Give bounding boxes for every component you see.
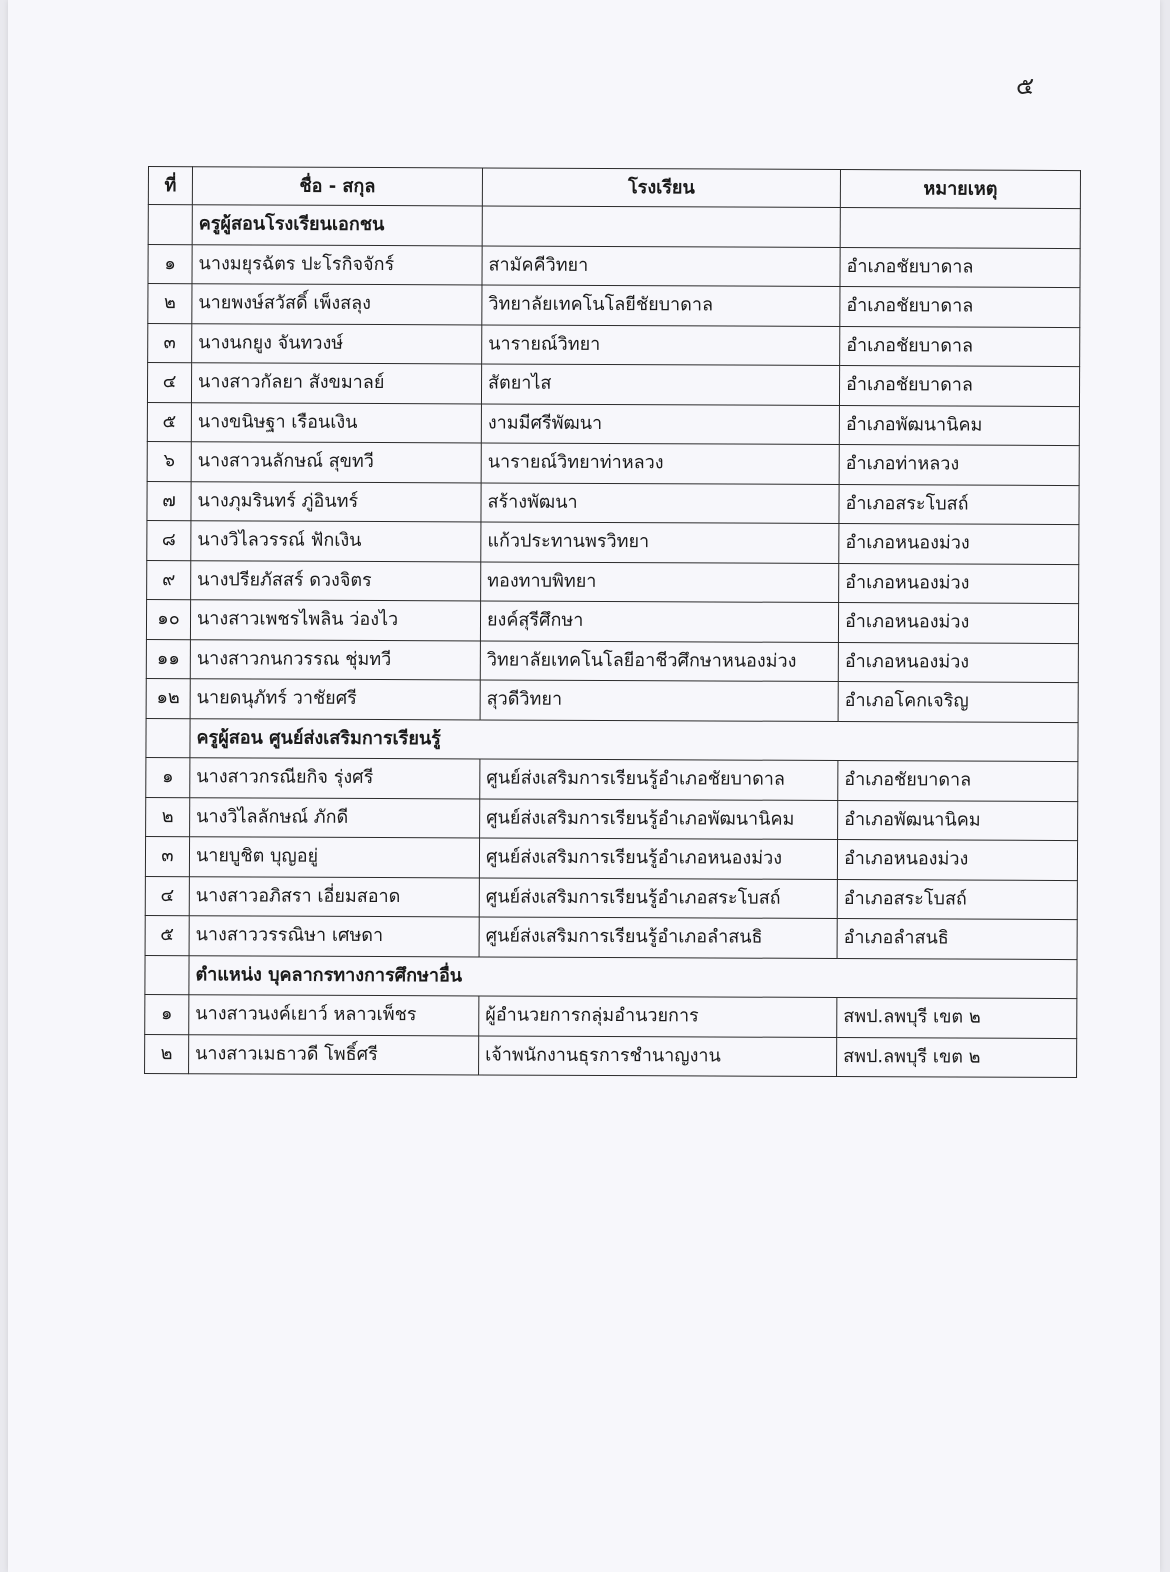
personnel-table [144,166,1081,1078]
remark: อำเภอหนองม่วง [838,642,1078,683]
table-row [147,520,1079,564]
school-name: สร้างพัฒนา [481,482,839,523]
section-title: ตำแหน่ง บุคลากรทางการศึกษาอื่น [189,955,1077,998]
remark: อำเภอโคกเจริญ [838,682,1078,723]
table-row [148,284,1080,328]
table-row [146,639,1078,683]
table-row [147,441,1079,485]
section-empty-cell [840,208,1080,249]
person-name: นางวิไลวรรณ์ ฟักเงิน [191,521,481,562]
remark: อำเภอลำสนธิ [837,919,1077,960]
person-name: นางสาวกัลยา สังขมาลย์ [191,363,481,404]
table-row [146,599,1078,643]
row-number: ๕ [145,915,189,955]
table-row [148,323,1080,367]
remark: อำเภอพัฒนานิคม [838,800,1078,841]
school-name: สุวดีวิทยา [480,680,838,721]
row-number: ๑ [145,994,189,1034]
school-name: แก้วประทานพรวิทยา [481,522,839,563]
school-name: วิทยาลัยเทคโนโลยีอาชีวศึกษาหนองม่วง [480,640,838,681]
remark: อำเภอชัยบาดาล [838,761,1078,802]
person-name: นางนกยูง จันทวงษ์ [192,323,482,364]
row-number: ๕ [147,402,191,442]
header-no: ที่ [148,167,192,205]
person-name: นางปรียภัสสร์ ดวงจิตร [191,560,481,601]
page-number: ๕ [1016,72,1035,100]
remark: อำเภอชัยบาดาล [839,366,1079,407]
table-row [147,402,1079,446]
section-header-row [146,718,1078,762]
person-name: นางสาวกรณียกิจ รุ่งศรี [190,758,480,799]
remark: อำเภอหนองม่วง [838,603,1078,644]
person-name: นางสาวเมธาวดี โพธิ์ศรี [189,1034,479,1075]
remark: อำเภอชัยบาดาล [840,247,1080,288]
row-number: ๑ [148,244,192,284]
person-name: นางขนิษฐา เรือนเงิน [191,402,481,443]
table-row [145,876,1077,920]
row-number: ๑๑ [146,639,190,679]
row-number: ๘ [147,520,191,560]
school-name: งามมีศรีพัฒนา [481,403,839,444]
school-name: ผู้อำนวยการกลุ่มอำนวยการ [479,996,837,1037]
section-empty-cell [482,206,840,247]
person-name: นายบูชิต บุญอยู่ [189,837,479,878]
row-number: ๑ [146,757,190,797]
table-header-row [148,167,1080,209]
section-no-cell [145,955,189,995]
row-number: ๙ [147,560,191,600]
row-number: ๒ [148,284,192,324]
section-header-row [145,955,1077,999]
table-row [145,1034,1077,1078]
remark: อำเภอชัยบาดาล [840,326,1080,367]
table-row [145,994,1077,1038]
row-number: ๔ [147,363,191,403]
row-number: ๒ [145,1034,189,1074]
person-name: นางวิไลลักษณ์ ภักดี [190,797,480,838]
remark: อำเภอสระโบสถ์ [839,484,1079,525]
table-row [147,363,1079,407]
section-no-cell [146,718,190,758]
remark: อำเภอท่าหลวง [839,445,1079,486]
table-row [146,678,1078,722]
document-page [8,0,1160,1572]
person-name: นายพงษ์สวัสดิ์ เพ็งสลุง [192,284,482,325]
remark: สพป.ลพบุรี เขต ๒ [837,998,1077,1039]
person-name: นางสาววรรณิษา เศษดา [189,916,479,957]
school-name: นารายณ์วิทยา [482,324,840,365]
person-name: นางสาวนงค์เยาว์ หลาวเพ็ชร [189,995,479,1036]
section-title: ครูผู้สอนโรงเรียนเอกชน [192,205,482,246]
table-row [146,757,1078,801]
row-number: ๑๐ [146,599,190,639]
row-number: ๓ [145,836,189,876]
person-name: นางสาวเพชรไพลิน ว่องไว [190,600,480,641]
person-name: นางสาวนลักษณ์ สุขทวี [191,442,481,483]
school-name: ทองทาบพิทยา [481,561,839,602]
school-name: นารายณ์วิทยาท่าหลวง [481,443,839,484]
school-name: ยงค์สุรีศึกษา [480,601,838,642]
person-name: นางสาวอภิสรา เอี่ยมสอาด [189,876,479,917]
table-row [145,836,1077,880]
table-row [147,481,1079,525]
remark: อำเภอหนองม่วง [839,563,1079,604]
school-name: ศูนย์ส่งเสริมการเรียนรู้อำเภอพัฒนานิคม [480,798,838,839]
person-name: นางสาวกนกวรรณ ชุ่มทวี [190,639,480,680]
remark: อำเภอชัยบาดาล [840,287,1080,328]
section-title: ครูผู้สอน ศูนย์ส่งเสริมการเรียนรู้ [190,718,1078,761]
table-row [146,797,1078,841]
school-name: เจ้าพนักงานธุรการชำนาญงาน [479,1035,837,1076]
header-note: หมายเหตุ [840,170,1080,209]
school-name: ศูนย์ส่งเสริมการเรียนรู้อำเภอชัยบาดาล [480,759,838,800]
header-school: โรงเรียน [482,168,840,208]
row-number: ๓ [148,323,192,363]
table-row [145,915,1077,959]
remark: อำเภอสระโบสถ์ [837,879,1077,920]
row-number: ๑๒ [146,678,190,718]
school-name: ศูนย์ส่งเสริมการเรียนรู้อำเภอสระโบสถ์ [479,877,837,918]
school-name: ศูนย์ส่งเสริมการเรียนรู้อำเภอลำสนธิ [479,917,837,958]
section-header-row [148,205,1080,249]
row-number: ๒ [146,797,190,837]
remark: อำเภอหนองม่วง [837,840,1077,881]
person-name: นายดนุภัทร์ วาชัยศรี [190,679,480,720]
remark: อำเภอพัฒนานิคม [839,405,1079,446]
school-name: วิทยาลัยเทคโนโลยีชัยบาดาล [482,285,840,326]
header-name: ชื่อ - สกุล [192,167,482,206]
school-name: สัตยาไส [481,364,839,405]
row-number: ๖ [147,441,191,481]
row-number: ๗ [147,481,191,521]
row-number: ๔ [145,876,189,916]
person-name: นางมยุรฉัตร ปะโรกิจจักร์ [192,244,482,285]
table-row [147,560,1079,604]
remark: สพป.ลพบุรี เขต ๒ [837,1037,1077,1078]
school-name: สามัคคีวิทยา [482,245,840,286]
table-body [145,205,1081,1078]
remark: อำเภอหนองม่วง [839,524,1079,565]
section-no-cell [148,205,192,245]
person-name: นางภุมรินทร์ ภู่อินทร์ [191,481,481,522]
school-name: ศูนย์ส่งเสริมการเรียนรู้อำเภอหนองม่วง [479,838,837,879]
table-row [148,244,1080,288]
